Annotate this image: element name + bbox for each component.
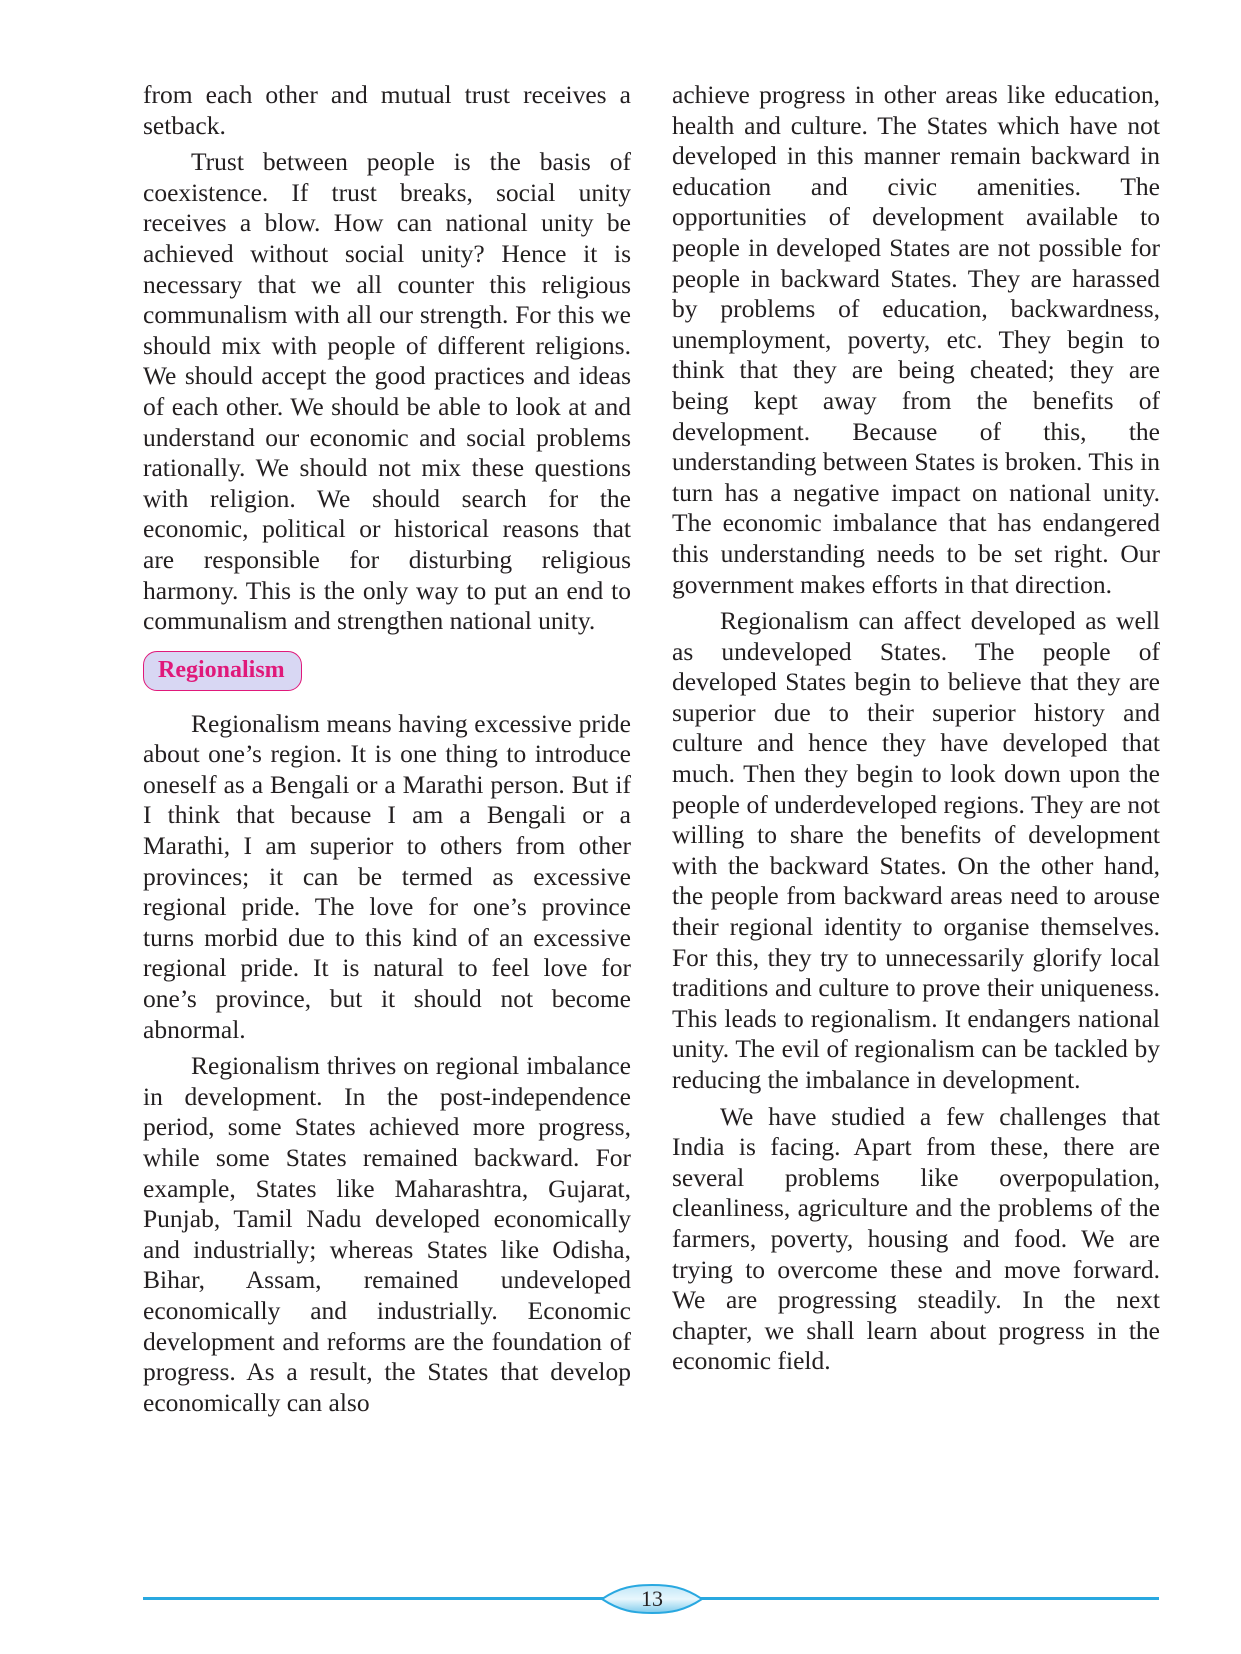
page-number: 13 [641,1586,663,1611]
left-column [143,80,631,1418]
paragraph-trust: Trust between people is the basis of coexistence. If trust breaks, social unity receives a blow. How can national unity be achieved without social unity? Hence it is necessary that we all counter this religious communalism with all our strength. For this we should mix with people of different religions. We should accept the good practices and ideas of each other. We should be able to look at and understand our economic and social problems rationally. We should not mix these questions with religion. We should search for the economic, political or historical reasons that are responsible for disturbing religious harmony. This is the only way to put an end to communalism and strengthen national unity. [143,147,631,636]
paragraph-developed-undeveloped: Regionalism can affect developed as well as undeveloped States. The people of developed States begin to believe that they are superior due to their superior history and culture and hence they have developed that much. Then they begin to look down upon the people of underdeveloped regions. They are not willing to share the benefits of development with the backward States. On the other hand, the people from backward areas need to arouse their regional identity to organise themselves. For this, they try to unnecessarily glorify local traditions and culture to prove their uniqueness. This leads to regionalism. It endangers national unity. The evil of regionalism can be tackled by reducing the imbalance in development. [672,606,1160,1094]
paragraph-regionalism-definition: Regionalism means having excessive pride about one’s region. It is one thing to introduce oneself as a Bengali or a Marathi person. But if I think that because I am a Bengali or a Marathi, I am superior to others from other provinces; it can be termed as excessive regional pride. The love for one’s province turns morbid due to this kind of an excessive regional pride. It is natural to feel love for one’s province, but it should not become abnormal. [143,708,631,1044]
paragraph-continuation: from each other and mutual trust receives a setback. [143,80,631,140]
paragraph-challenges: We have studied a few challenges that India is facing. Apart from these, there are several problems like overpopulation, cleanliness, agriculture and the problems of the farmers, poverty, housing and food. We are trying to overcome these and move forward. We are progressing steadily. In the next chapter, we shall learn about progress in the economic field. [672,1101,1160,1376]
right-column [672,80,1160,1377]
paragraph-progress-continuation: achieve progress in other areas like education, health and culture. The States which have not developed in this manner remain backward in education and civic amenities. The opportunities of development available to people in developed States are not possible for people in backward States. They are harassed by problems of education, backwardness, unemployment, poverty, etc. They begin to think that they are being cheated; they are being kept away from the benefits of development. Because of this, the understanding between States is broken. This in turn has a negative impact on national unity. The economic imbalance that has endangered this understanding needs to be set right. Our government makes efforts in that direction. [672,80,1160,599]
section-heading-regionalism: Regionalism [143,651,302,691]
paragraph-regional-imbalance: Regionalism thrives on regional imbalance in development. In the post-independence period, some States achieved more progress, while some States remained backward. For example, States like Maharashtra, Gujarat, Punjab, Tamil Nadu developed economically and industrially; whereas States like Odisha, Bihar, Assam, remained undeveloped economically and industrially. Economic development and reforms are the foundation of progress. As a result, the States that develop economically can also [143,1051,631,1417]
